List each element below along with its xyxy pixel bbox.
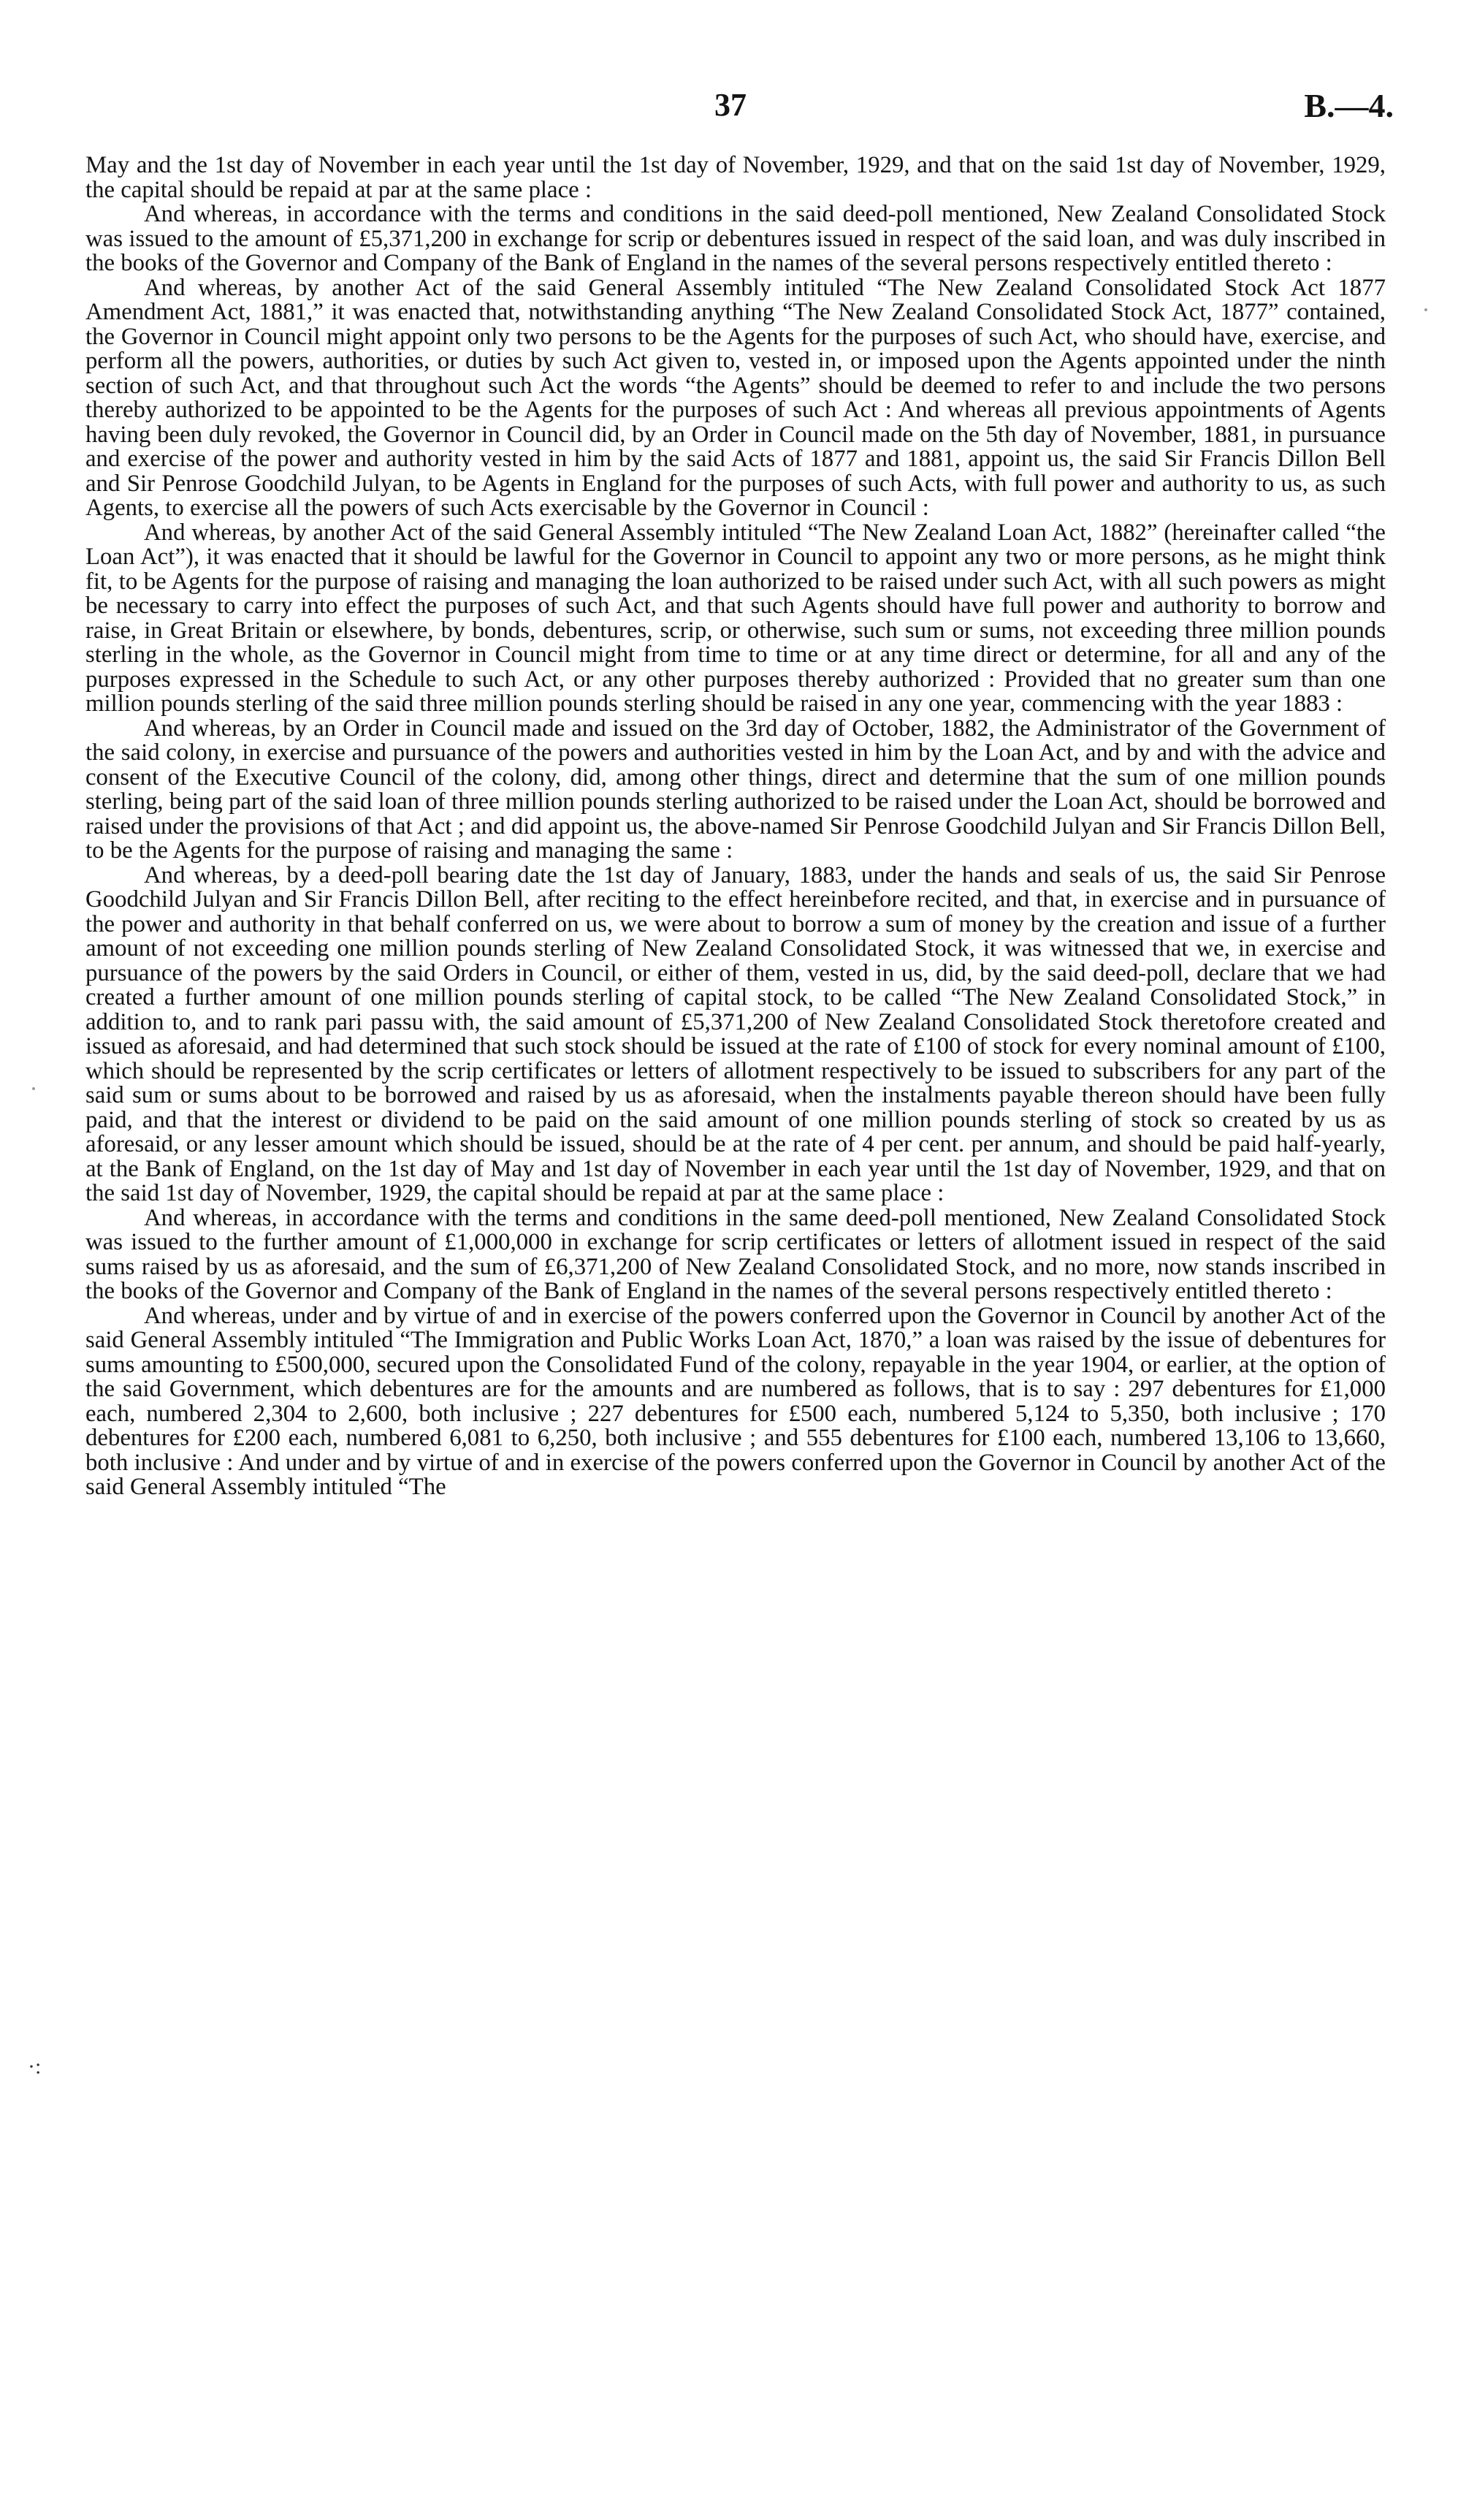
paragraph-continuation: May and the 1st day of November in each year until the 1st day of November, 1929, and that on the said 1st day of November, 1929, the capital should be repaid at par at the same place : <box>85 152 1386 203</box>
margin-mark: ·: <box>28 2055 42 2079</box>
paragraph: And whereas, by another Act of the said General Assembly intituled “The New Zealand Loan Act, 1882” (hereinafter called “the Loan Act”), it was enacted that it should be lawful for the Governor in Council to appoint any two or more persons, as he might think fit, to be Agents for the purpose of raising and managing the loan authorized to be raised under such Act, with all such powers as might be necessary to carry into effect the purposes of such Act, and that such Agents should have full power and authority to borrow and raise, in Great Britain or elsewhere, by bonds, debentures, scrip, or otherwise, such sum or sums, not exceeding three million pounds sterling in the whole, as the Governor in Council might from time to time or at any time direct or determine, for all and any of the purposes expressed in the Schedule to such Act, or any other purposes thereby authorized : Provided that no greater sum than one million pounds sterling of the said three million pounds sterling should be raised in any one year, commencing with the year 1883 : <box>85 519 1386 717</box>
document-reference: B.—4. <box>1304 87 1394 124</box>
paragraph: And whereas, in accordance with the terms and conditions in the same deed-poll mentioned, New Zealand Consolidated Stock was issued to the further amount of £1,000,000 in exchange for scrip certificates or letters of allotment issued in respect of the said sums raised by us as aforesaid, and the sum of £6,371,200 of New Zealand Consolidated Stock, and no more, now stands inscribed in the books of the Governor and Company of the Bank of England in the names of the several persons respectively entitled thereto : <box>85 1204 1386 1304</box>
paragraph: And whereas, by an Order in Council made and issued on the 3rd day of October, 1882, the Administrator of the Government of the said colony, in exercise and pursuance of the powers and authorities vested in him by the Loan Act, and by and with the advice and consent of the Executive Council of the colony, did, among other things, direct and determine that the sum of one million pounds sterling, being part of the said loan of three million pounds sterling authorized to be raised under the Loan Act, should be borrowed and raised under the provisions of that Act ; and did appoint us, the above-named Sir Penrose Goodchild Julyan and Sir Francis Dillon Bell, to be the Agents for the purpose of raising and managing the same : <box>85 715 1386 864</box>
paragraph: And whereas, by a deed-poll bearing date the 1st day of January, 1883, under the hands and seals of us, the said Sir Penrose Goodchild Julyan and Sir Francis Dillon Bell, after reciting to the effect hereinbefore recited, and that, in exercise and in pursuance of the power and authority in that behalf conferred on us, we were about to borrow a sum of money by the creation and issue of a further amount of not exceeding one million pounds sterling of New Zealand Consolidated Stock, it was witnessed that we, in exercise and pursuance of the powers by the said Orders in Council, or either of them, vested in us, did, by the said deed-poll, declare that we had created a further amount of one million pounds sterling of capital stock, to be called “The New Zealand Consolidated Stock,” in addition to, and to rank pari passu with, the said amount of £5,371,200 of New Zealand Consolidated Stock theretofore created and issued as aforesaid, and had determined that such stock should be issued at the rate of £100 of stock for every nominal amount of £100, which should be represented by the scrip certificates or letters of allotment respectively to be issued to subscribers for any part of the said sum or sums about to be borrowed and raised by us as aforesaid, when the instalments payable thereon should have been fully paid, and that the interest or dividend to be paid on the said amount of one million pounds sterling of stock so created by us as aforesaid, or any lesser amount which should be issued, should be at the rate of 4 per cent. per annum, and should be paid half-yearly, at the Bank of England, on the 1st day of May and 1st day of November in each year until the 1st day of November, 1929, and that on the said 1st day of November, 1929, the capital should be repaid at par at the same place : <box>85 861 1386 1206</box>
paragraph: And whereas, by another Act of the said General Assembly intituled “The New Zealand Consolidated Stock Act 1877 Amendment Act, 1881,” it was enacted that, notwithstanding anything “The New Zealand Consolidated Stock Act, 1877” contained, the Governor in Council might appoint only two persons to be the Agents for the purposes of such Act, who should have, exercise, and perform all the powers, authorities, or duties by such Act given to, vested in, or imposed upon the Agents appointed under the ninth section of such Act, and that throughout such Act the words “the Agents” should be deemed to refer to and include the two persons thereby authorized to be appointed to be the Agents for the purposes of such Act : And whereas all previous appointments of Agents having been duly revoked, the Governor in Council did, by an Order in Council made on the 5th day of November, 1881, in pursuance and exercise of the power and authority vested in him by the said Acts of 1877 and 1881, appoint us, the said Sir Francis Dillon Bell and Sir Penrose Goodchild Julyan, to be Agents in England for the purposes of such Acts, with full power and authority to us, as such Agents, to exercise all the powers of such Acts exercisable by the Governor in Council : <box>85 274 1386 521</box>
paragraph: And whereas, in accordance with the terms and conditions in the said deed-poll mentioned, New Zealand Consolidated Stock was issued to the amount of £5,371,200 in exchange for scrip or debentures issued in respect of the said loan, and was duly inscribed in the books of the Governor and Company of the Bank of England in the names of the several persons respectively entitled thereto : <box>85 201 1386 276</box>
paragraph: And whereas, under and by virtue of and in exercise of the powers conferred upon the Governor in Council by another Act of the said General Assembly intituled “The Immigration and Public Works Loan Act, 1870,” a loan was raised by the issue of debentures for sums amounting to £500,000, secured upon the Consolidated Fund of the colony, repayable in the year 1904, or earlier, at the option of the said Government, which debentures are for the amounts and are numbered as follows, that is to say : 297 debentures for £1,000 each, numbered 2,304 to 2,600, both inclusive ; 227 debentures for £500 each, numbered 5,124 to 5,350, both inclusive ; 170 debentures for £200 each, numbered 6,081 to 6,250, both inclusive ; and 555 debentures for £100 each, numbered 13,106 to 13,660, both inclusive : And under and by virtue of and in exercise of the powers conferred upon the Governor in Council by another Act of the said General Assembly intituled “The <box>85 1302 1386 1500</box>
page-header <box>0 86 1458 130</box>
margin-speck <box>1424 308 1427 311</box>
page-number: 37 <box>714 87 747 123</box>
document-body <box>85 153 1386 1500</box>
margin-speck <box>32 1087 35 1090</box>
